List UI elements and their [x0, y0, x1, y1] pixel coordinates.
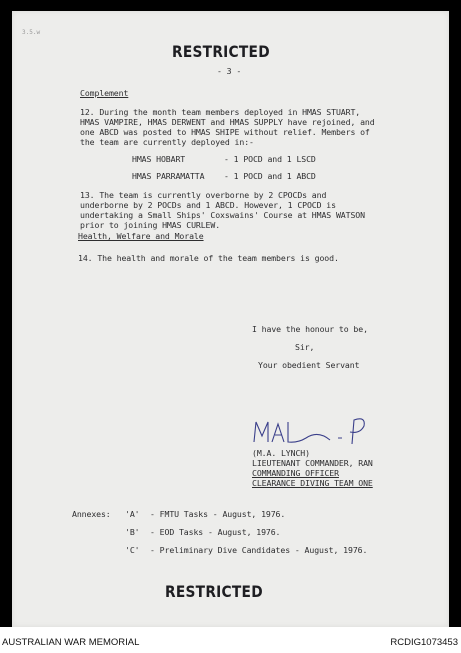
signatory-role: COMMANDING OFFICER [252, 468, 339, 478]
annex-key-c: 'C' [125, 545, 140, 555]
deployment-detail-1: - 1 POCD and 1 LSCD [224, 154, 316, 164]
handwritten-signature [242, 412, 382, 448]
document-page [12, 11, 449, 627]
para12-line1: 12. During the month team members deployed in HMAS STUART, [80, 107, 361, 117]
para12-line4: the team are currently deployed in:- [80, 137, 254, 147]
archive-name: AUSTRALIAN WAR MEMORIAL [2, 637, 140, 648]
closing-line-3: Your obedient Servant [258, 360, 360, 370]
para13-line2: underborne by 2 POCDs and 1 ABCD. However, 1 CPOCD is [80, 200, 336, 210]
complement-heading: Complement [80, 88, 129, 98]
annex-key-b: 'B' [125, 527, 140, 537]
para13-line1: 13. The team is currently overborne by 2 CPOCDs and [80, 190, 327, 200]
signatory-unit: CLEARANCE DIVING TEAM ONE [252, 478, 373, 488]
classification-bottom: RESTRICTED [165, 582, 263, 601]
annex-text-b: - EOD Tasks - August, 1976. [150, 527, 281, 537]
signatory-rank: LIEUTENANT COMMANDER, RAN [252, 458, 373, 468]
deployment-ship-1: HMAS HOBART [132, 154, 186, 164]
para13-line3: undertaking a Small Ships' Coxswains' Course at HMAS WATSON [80, 210, 365, 220]
annexes-label: Annexes: [72, 509, 111, 519]
corner-mark: 3.5.w [22, 29, 41, 36]
health-heading: Health, Welfare and Morale [78, 231, 204, 241]
deployment-ship-2: HMAS PARRAMATTA [132, 171, 205, 181]
annex-text-a: - FMTU Tasks - August, 1976. [150, 509, 286, 519]
archive-banner [0, 627, 461, 653]
classification-top: RESTRICTED [172, 42, 270, 61]
page-number: - 3 - [217, 66, 242, 76]
archive-reference: RCDIG1073453 [390, 637, 458, 648]
para14: 14. The health and morale of the team members is good. [78, 253, 339, 263]
annex-key-a: 'A' [125, 509, 140, 519]
para12-line3: one ABCD was posted to HMAS SHIPE without relief. Members of [80, 127, 370, 137]
annex-text-c: - Preliminary Dive Candidates - August, 1976. [150, 545, 368, 555]
closing-line-2: Sir, [295, 342, 315, 352]
para13-line4: prior to joining HMAS CURLEW. [80, 220, 221, 230]
para12-line2: HMAS VAMPIRE, HMAS DERWENT and HMAS SUPPLY have rejoined, and [80, 117, 375, 127]
signatory-name: (M.A. LYNCH) [252, 448, 310, 458]
deployment-detail-2: - 1 POCD and 1 ABCD [224, 171, 316, 181]
closing-line-1: I have the honour to be, [252, 324, 368, 334]
